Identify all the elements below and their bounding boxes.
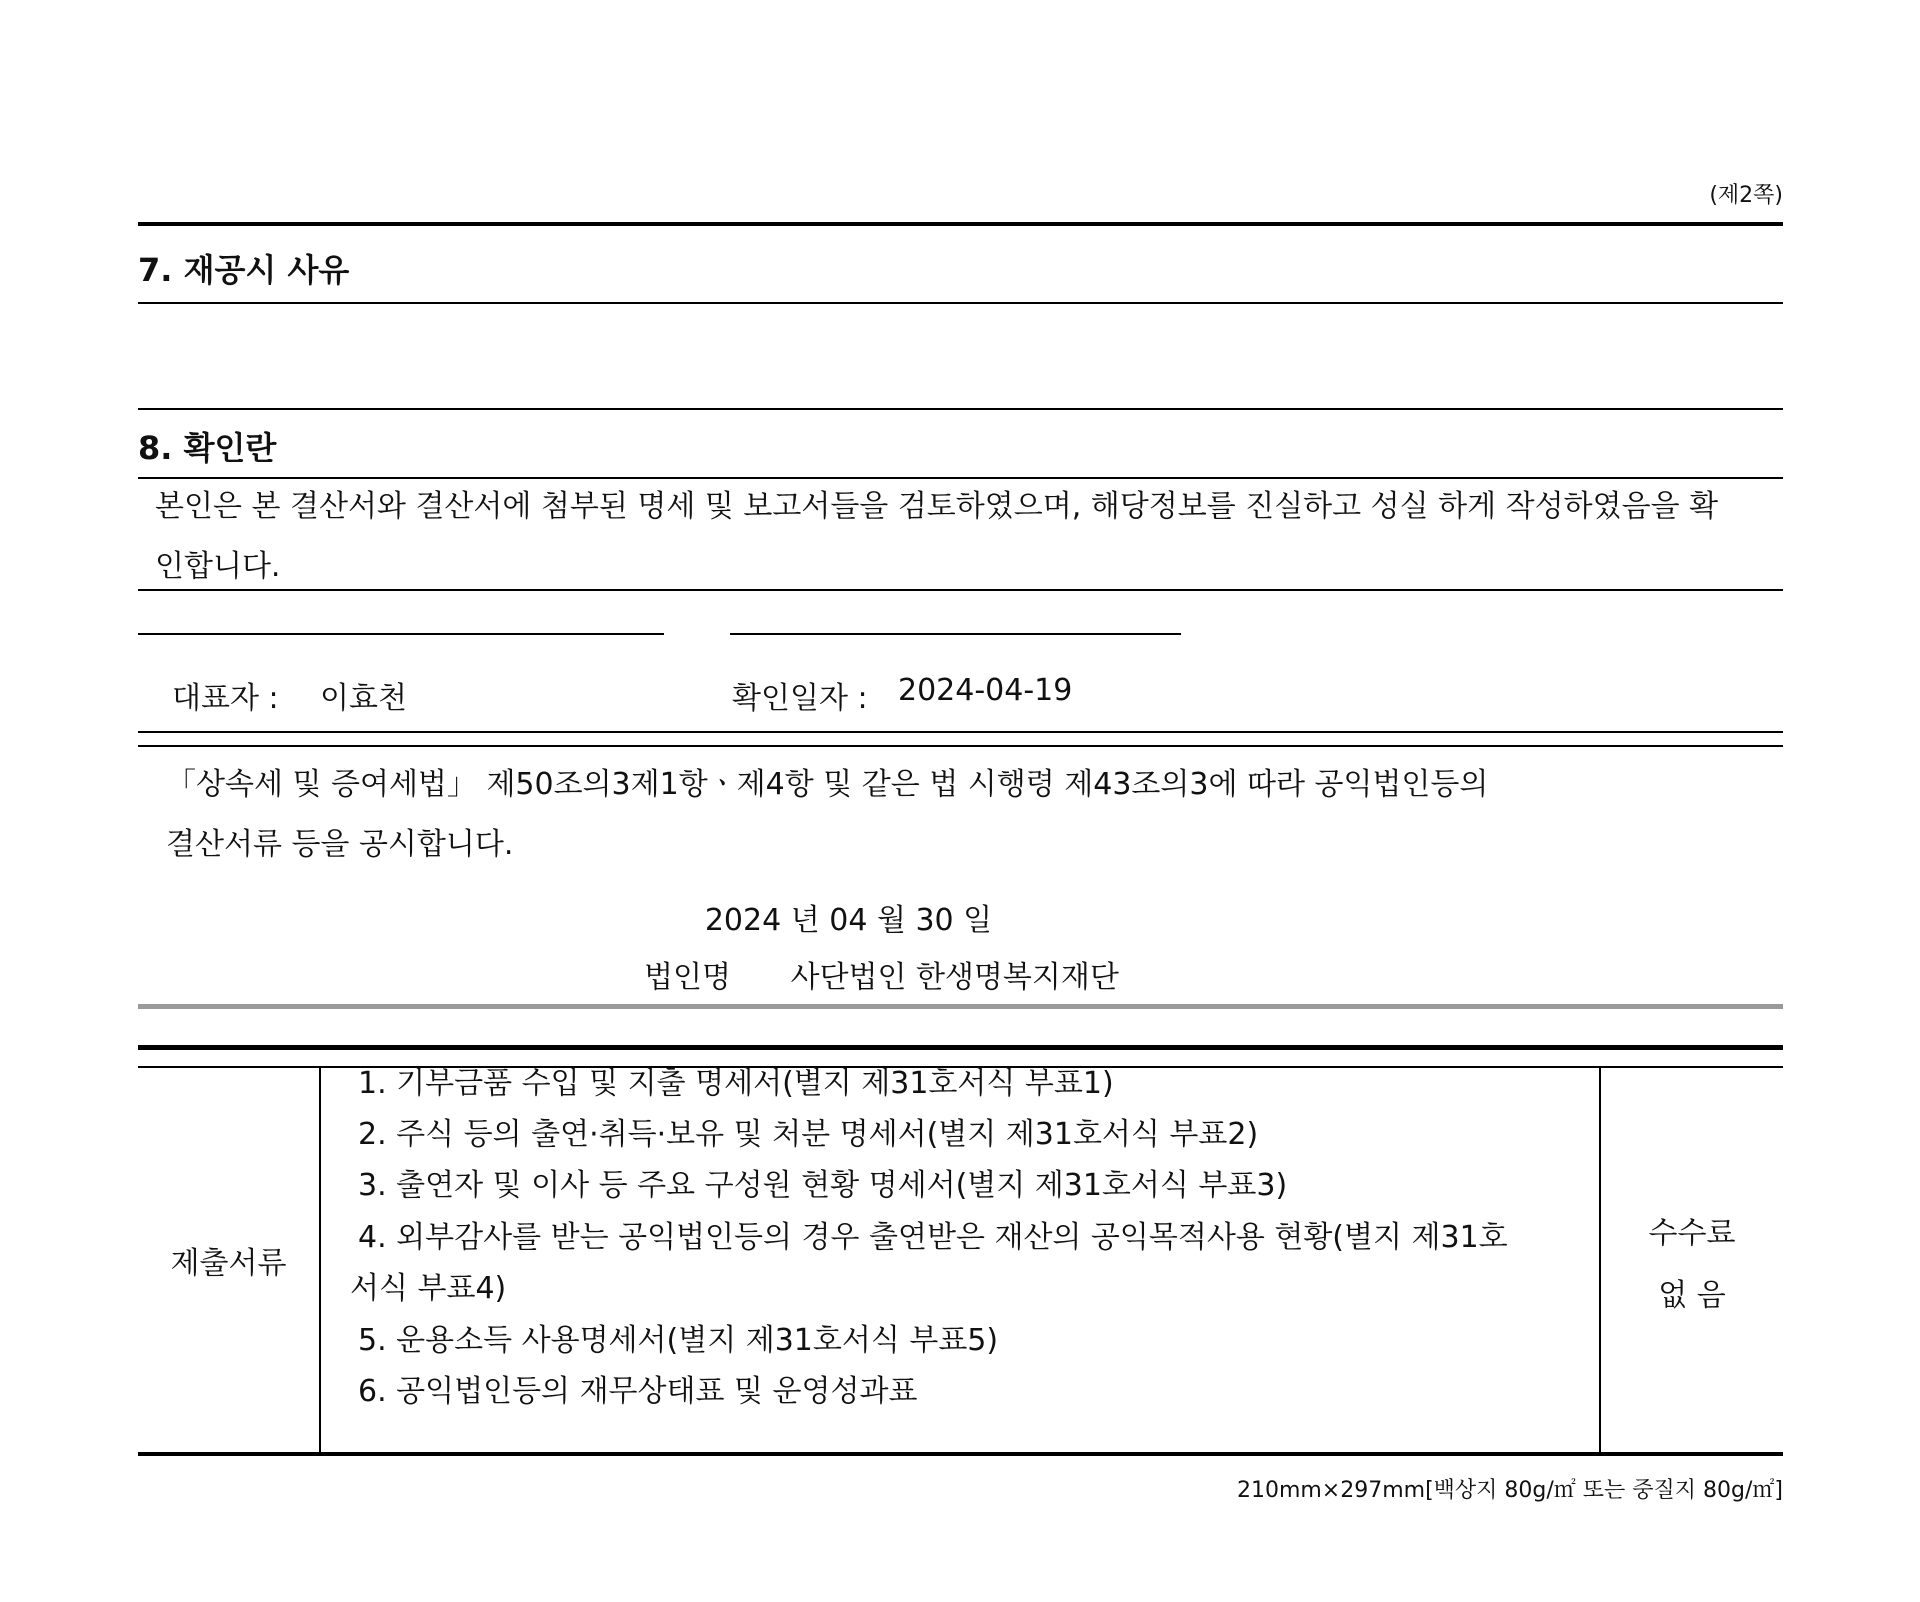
corporation-name: 사단법인 한생명복지재단 (790, 960, 1119, 995)
representative-name: 이효천 (320, 681, 407, 716)
document-item-6: 6. 공익법인등의 재무상태표 및 운영성과표 (358, 1374, 918, 1409)
table-bottom-rule (138, 1452, 1783, 1456)
document-item-2: 2. 주식 등의 출연·취득·보유 및 처분 명세서(별지 제31호서식 부표2) (358, 1117, 1259, 1152)
signature-bottom-rule-2 (138, 745, 1783, 747)
table-divider-left (319, 1067, 321, 1454)
disclosure-bottom-rule (138, 1004, 1783, 1009)
disclosure-line2: 결산서류 등을 공시합니다. (166, 827, 514, 862)
section7-content-area (138, 304, 1783, 408)
confirmation-statement-line1: 본인은 본 결산서와 결산서에 첨부된 명세 및 보고서들을 검토하였으며, 해당정보를 진실하고 성실 하게 작성하였음을 확 (155, 489, 1719, 524)
page-number-label: (제2쪽) (1709, 183, 1783, 208)
section8-title: 8. 확인란 (138, 429, 277, 467)
document-item-4-cont: 서식 부표4) (350, 1271, 507, 1306)
confirmation-statement (155, 477, 1780, 597)
confirmation-date-label: 확인일자 : (732, 681, 868, 716)
document-item-3: 3. 출연자 및 이사 등 주요 구성원 현황 명세서(별지 제31호서식 부표3) (358, 1168, 1288, 1203)
representative-signature-line (138, 633, 664, 635)
representative-label: 대표자 : (172, 681, 279, 716)
section7-title: 7. 재공시 사유 (138, 251, 350, 289)
section7-bottom-rule (138, 408, 1783, 410)
confirmation-statement-line2: 인합니다. (155, 549, 281, 584)
corporation-label: 법인명 (644, 960, 731, 995)
disclosure-statement (166, 755, 1766, 875)
table-divider-right (1599, 1067, 1601, 1454)
disclosure-line1: 「상속세 및 증여세법」 제50조의3제1항ㆍ제4항 및 같은 법 시행령 제43조의3에 따라 공익법인등의 (166, 767, 1489, 802)
fee-value: 없 음 (1658, 1278, 1726, 1313)
corporation-row (644, 952, 1119, 996)
fee-label: 수수료 (1648, 1216, 1736, 1251)
signature-bottom-rule-1 (138, 731, 1783, 733)
document-item-1: 1. 기부금품 수입 및 지출 명세서(별지 제31호서식 부표1) (358, 1066, 1114, 1101)
document-item-5: 5. 운용소득 사용명세서(별지 제31호서식 부표5) (358, 1323, 999, 1358)
table-top-rule (138, 1045, 1783, 1050)
disclosure-date: 2024 년 04 월 30 일 (704, 903, 993, 938)
confirmation-date-value: 2024-04-19 (898, 673, 1073, 708)
section7-top-rule (138, 222, 1783, 226)
confirmation-date-signature-line (730, 633, 1181, 635)
documents-label: 제출서류 (170, 1246, 287, 1281)
section8-statement-rule (138, 589, 1783, 591)
paper-spec-footer: 210mm×297mm[백상지 80g/㎡ 또는 중질지 80g/㎡] (1236, 1478, 1783, 1503)
document-item-4: 4. 외부감사를 받는 공익법인등의 경우 출연받은 재산의 공익목적사용 현황(별지 제31호 (358, 1220, 1508, 1255)
